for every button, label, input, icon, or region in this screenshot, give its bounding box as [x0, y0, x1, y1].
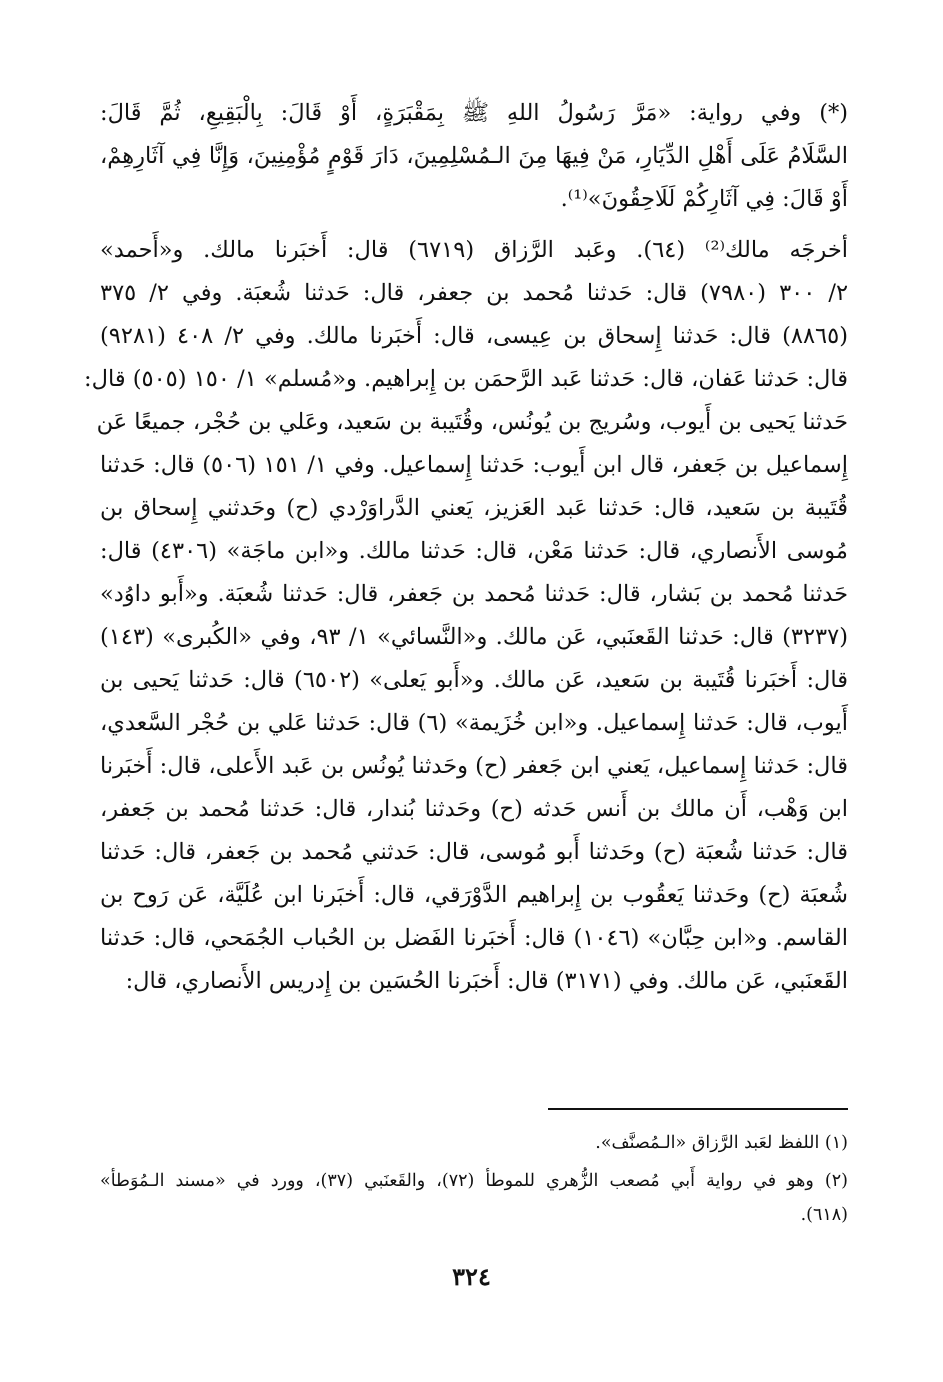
footnote-line: (١) اللفظ لعَبد الرَّزاق «الـمُصنَّف».: [595, 1133, 848, 1153]
text-line: شُعبَة (ح) وحَدثنا يَعقُوب بن إِبراهيم الدَّوْرَقي، قال: أَخبَرنا ابن عُلَيَّة، عَن رَوح بن: [100, 882, 848, 908]
text-line: قال: حَدثنا عَفان، قال: حَدثنا عَبد الرَّحمَن بن إِبراهيم. و«مُسلم» ١/ ١٥٠ (٥٠٥) قال:: [84, 366, 848, 392]
text-line: قُتَيبة بن سَعيد، قال: حَدثنا عَبد العَزيز، يَعني الدَّراوَرْدي (ح) وحَدثني إِسحاق بن: [100, 495, 848, 521]
text-line: (٨٨٦٥) قال: حَدثنا إِسحاق بن عِيسى، قال: أَخبَرنا مالك. وفي ٢/ ٤٠٨ (٩٢٨١): [100, 323, 849, 349]
paragraph-takhrij: [84, 229, 849, 1003]
text-line: السَّلَامُ عَلَى أَهْلِ الدِّيَارِ، مَنْ فِيهَا مِنَ الـمُسْلِمِينَ، دَارَ قَوْمٍ مُؤْمِنِينَ، وَإِنَّا فِي آثَارِهِمْ،: [100, 143, 848, 169]
footnote-separator: [548, 1108, 848, 1110]
footnote-line: (٦١٨).: [800, 1205, 848, 1225]
text-line: حَدثنا مُحمد بن بَشار، قال: حَدثنا مُحمد بن جَعفر، قال: حَدثنا شُعبَة. و«أَبو داوُد»: [100, 581, 848, 607]
text-line: أَوْ قَالَ: فِي آثَارِكُمْ لَلَاحِقُونَ»⁽¹⁾.: [560, 186, 848, 212]
text-line: إِسماعيل بن جَعفر، قال ابن أَيوب: حَدثنا إِسماعيل. وفي ١/ ١٥١ (٥٠٦) قال: حَدثنا: [100, 452, 848, 478]
text-line: قال: حَدثنا إِسماعيل، يَعني ابن جَعفر (ح) وحَدثنا يُونُس بن عَبد الأَعلى، قال: أَخبَرنا: [100, 753, 848, 779]
text-line: أخرجَه مالك⁽²⁾ (٦٤). وعَبد الرَّزاق (٦٧١٩) قال: أَخبَرنا مالك. و«أَحمد»: [100, 237, 848, 263]
text-line: حَدثنا يَحيى بن أَيوب، وسُريج بن يُونُس، وقُتَيبة بن سَعيد، وعَلي بن حُجْر، جميعًا عَن: [96, 409, 848, 435]
text-line: القَعنَبي، عَن مالك. وفي (٣١٧١) قال: أَخبَرنا الحُسَين بن إِدريس الأَنصاري، قال:: [125, 968, 848, 994]
main-text: [84, 92, 849, 1003]
text-line: قال: أَخبَرنا قُتَيبة بن سَعيد، عَن مالك. و«أَبو يَعلى» (٦٥٠٢) قال: حَدثنا يَحيى بن: [100, 667, 848, 693]
text-line: قال: حَدثنا شُعبَة (ح) وحَدثنا أَبو مُوسى، قال: حَدثني مُحمد بن جَعفر، قال: حَدثنا: [100, 839, 848, 865]
text-line: ٢/ ٣٠٠ (٧٩٨٠) قال: حَدثنا مُحمد بن جعفر، قال: حَدثنا شُعبَة. وفي ٢/ ٣٧٥: [100, 280, 849, 306]
text-line: (*) وفي رواية: «مَرَّ رَسُولُ اللهِ ﷺ بِمَقْبَرَةٍ، أَوْ قَالَ: بِالْبَقِيعِ، ثُمَّ قَالَ:: [100, 100, 848, 126]
text-line: القاسم. و«ابن حِبَّان» (١٠٤٦) قال: أَخبَرنا الفَضل بن الحُباب الجُمَحي، قال: حَدثنا: [100, 925, 848, 951]
text-line: مُوسى الأَنصاري، قال: حَدثنا مَعْن، قال: حَدثنا مالك. و«ابن ماجَة» (٤٣٠٦) قال:: [100, 538, 848, 564]
text-line: أَيوب، قال: حَدثنا إِسماعيل. و«ابن خُزَيمة» (٦) قال: حَدثنا عَلي بن حُجْر السَّعدي،: [100, 710, 848, 736]
page-number: ٣٢٤: [452, 1262, 491, 1291]
footnote-2: [100, 1164, 848, 1232]
footnotes: [100, 1108, 848, 1232]
footnote-1: [100, 1126, 848, 1160]
footnote-line: (٢) وهو في رواية أَبي مُصعب الزُّهري للموطأ (٧٢)، والقَعنَبي (٣٧)، وورد في «مسند الـمُوَطأ»: [100, 1171, 848, 1191]
paragraph-hadith-text: [100, 92, 848, 221]
text-line: (٣٢٣٧) قال: حَدثنا القَعنَبي، عَن مالك. و«النَّسائي» ١/ ٩٣، وفي «الكُبرى» (١٤٣): [100, 624, 848, 650]
text-line: ابن وَهْب، أَن مالك بن أَنس حَدثه (ح) وحَدثنا بُندار، قال: حَدثنا مُحمد بن جَعفر،: [100, 796, 848, 822]
